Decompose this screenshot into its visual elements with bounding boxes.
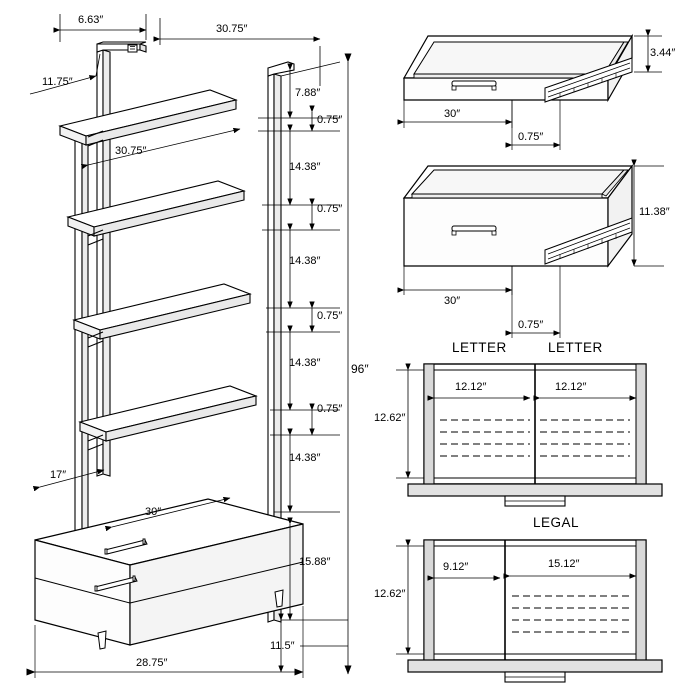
dim-label: 3.44″ — [650, 47, 676, 59]
dim-label: 12.12″ — [555, 381, 587, 393]
dim-label: 6.63″ — [78, 14, 104, 26]
dim-label: 9.12″ — [443, 561, 469, 573]
dim-label: 0.75″ — [518, 131, 544, 143]
letter-title-right: LETTER — [548, 340, 603, 355]
dim-label: 30.75″ — [115, 145, 147, 157]
dim-label: 12.12″ — [455, 381, 487, 393]
legal-title: LEGAL — [533, 515, 580, 530]
dim-label: 12.62″ — [374, 588, 406, 600]
dim-label: 0.75″ — [317, 403, 343, 415]
dim-label: 0.75″ — [518, 319, 544, 331]
dim-label: 0.75″ — [317, 310, 343, 322]
dim-label: 17″ — [50, 469, 67, 481]
dim-label: 12.62″ — [374, 412, 406, 424]
dim-label: 30″ — [444, 295, 461, 307]
view-large-drawer — [404, 166, 664, 338]
dim-label: 28.75″ — [136, 657, 168, 669]
dim-label: 15.12″ — [548, 558, 580, 570]
dim-label: 0.75″ — [317, 203, 343, 215]
letter-title-left: LETTER — [452, 340, 507, 355]
shelf-1 — [60, 90, 236, 145]
view-letter-layout — [396, 364, 662, 506]
dim-label: 0.75″ — [317, 114, 343, 126]
dim-label: 30″ — [444, 108, 461, 120]
view-legal-layout — [396, 540, 662, 682]
dim-label: 11.38″ — [639, 206, 670, 218]
dim-label: 14.38″ — [289, 357, 321, 369]
dim-label: 30″ — [145, 506, 162, 518]
dim-label: 11.5″ — [270, 640, 295, 652]
shelf-2 — [68, 181, 244, 236]
dim-label: 14.38″ — [289, 452, 321, 464]
dim-label: 14.38″ — [289, 161, 321, 173]
dim-label: 14.38″ — [289, 255, 321, 267]
view-ladder-bookcase — [30, 14, 348, 678]
dim-label: 15.88″ — [299, 556, 331, 568]
dim-label-overall-height: 96″ — [351, 362, 369, 376]
front-ladder-rails — [75, 123, 88, 547]
dim-label: 11.75″ — [42, 76, 73, 88]
dim-label: 7.88″ — [295, 87, 321, 99]
dim-label: 30.75″ — [216, 23, 248, 35]
